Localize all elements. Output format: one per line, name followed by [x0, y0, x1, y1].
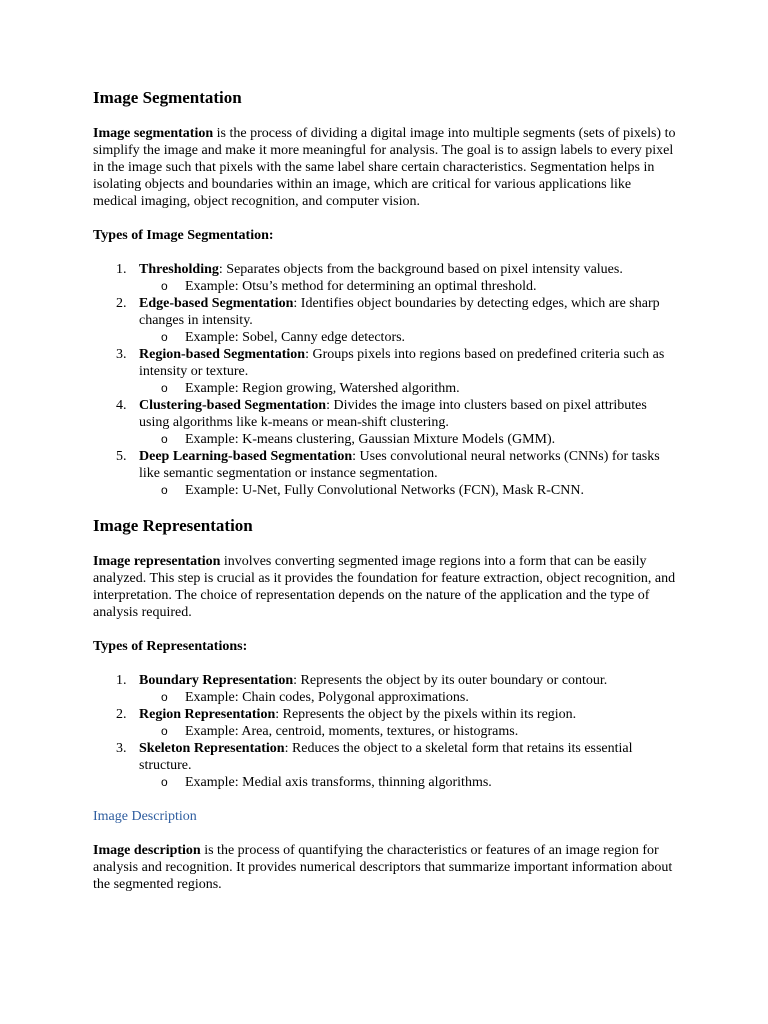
bullet-icon: o [161, 690, 168, 704]
example-list [139, 380, 676, 397]
list-item [116, 448, 676, 499]
bullet-icon: o [161, 483, 168, 497]
list-number: 4. [116, 398, 127, 413]
list-item-desc: : Uses convolutional neural networks (CNNs) for tasks like semantic segmentation or instance segmentation. [139, 449, 660, 481]
example-list [139, 278, 676, 295]
section-heading-description: Image Description [93, 809, 197, 824]
example-list [139, 329, 676, 346]
list-item [116, 397, 676, 448]
example-item [161, 482, 676, 499]
bullet-icon: o [161, 775, 168, 789]
example-text: Example: Medial axis transforms, thinning algorithms. [185, 775, 492, 790]
list-item-desc: : Separates objects from the background based on pixel intensity values. [218, 262, 623, 277]
example-text: Example: Sobel, Canny edge detectors. [185, 330, 406, 345]
list-item-term: Edge-based Segmentation [139, 296, 294, 311]
representation-intro [93, 553, 676, 621]
segmentation-intro-term: Image segmentation [93, 126, 214, 141]
section-heading-segmentation: Image Segmentation [93, 88, 242, 107]
segmentation-types-heading: Types of Image Segmentation: [93, 228, 274, 243]
example-list [139, 723, 676, 740]
list-item-desc: : Identifies object boundaries by detecting edges, which are sharp changes in intensity. [139, 296, 660, 328]
example-text: Example: Otsu’s method for determining an optimal threshold. [185, 279, 537, 294]
example-text: Example: Region growing, Watershed algorithm. [185, 381, 460, 396]
example-item [161, 723, 676, 740]
segmentation-intro [93, 125, 676, 210]
description-intro-term: Image description [93, 843, 201, 858]
example-item [161, 431, 676, 448]
bullet-icon: o [161, 432, 168, 446]
bullet-icon: o [161, 330, 168, 344]
list-item-desc: : Represents the object by its outer boundary or contour. [293, 673, 608, 688]
list-item [116, 295, 676, 346]
example-item [161, 774, 676, 791]
list-number: 1. [116, 262, 127, 277]
list-item [116, 706, 676, 740]
bullet-icon: o [161, 381, 168, 395]
representation-intro-text: involves converting segmented image regions into a form that can be easily analyzed. This step is crucial as it provides the foundation for feature extraction, object recognition, and interpretation. The choice of representation depends on the nature of the application and the type of analysis required. [93, 554, 676, 620]
representation-intro-term: Image representation [93, 554, 221, 569]
bullet-icon: o [161, 279, 168, 293]
representation-types-list [93, 672, 676, 791]
example-item [161, 380, 676, 397]
list-item-term: Boundary Representation [139, 673, 294, 688]
list-number: 2. [116, 296, 127, 311]
list-item [116, 740, 676, 791]
list-number: 3. [116, 347, 127, 362]
example-list [139, 774, 676, 791]
list-item [116, 346, 676, 397]
example-item [161, 689, 676, 706]
representation-types-heading: Types of Representations: [93, 639, 248, 654]
list-item [116, 672, 676, 706]
list-item-term: Deep Learning-based Segmentation [139, 449, 353, 464]
example-text: Example: U-Net, Fully Convolutional Networks (FCN), Mask R-CNN. [185, 483, 584, 498]
example-item [161, 329, 676, 346]
list-item-desc: : Groups pixels into regions based on predefined criteria such as intensity or texture. [139, 347, 665, 379]
description-intro-text: is the process of quantifying the characteristics or features of an image region for analysis and recognition. It provides numerical descriptors that summarize important information about the segmented regions. [93, 843, 673, 892]
list-item-term: Clustering-based Segmentation [139, 398, 327, 413]
list-number: 1. [116, 673, 127, 688]
description-intro [93, 842, 676, 893]
list-item-term: Skeleton Representation [139, 741, 285, 756]
list-number: 5. [116, 449, 127, 464]
list-item-term: Thresholding [139, 262, 219, 277]
list-item-desc: : Divides the image into clusters based on pixel attributes using algorithms like k-means or mean-shift clustering. [139, 398, 647, 430]
section-heading-representation: Image Representation [93, 516, 253, 535]
list-item-term: Region Representation [139, 707, 276, 722]
list-number: 3. [116, 741, 127, 756]
example-item [161, 278, 676, 295]
example-text: Example: Area, centroid, moments, textures, or histograms. [185, 724, 519, 739]
list-item-desc: : Reduces the object to a skeletal form that retains its essential structure. [139, 741, 633, 773]
example-list [139, 431, 676, 448]
segmentation-intro-text: is the process of dividing a digital image into multiple segments (sets of pixels) to simplify the image and make it more meaningful for analysis. The goal is to assign labels to every pixel in the image such that pixels with the same label share certain characteristics. Segmentation helps in isolating objects and boundaries within an image, which are critical for various applications like medical imaging, object recognition, and computer vision. [93, 126, 676, 209]
list-number: 2. [116, 707, 127, 722]
example-text: Example: Chain codes, Polygonal approximations. [185, 690, 469, 705]
example-text: Example: K-means clustering, Gaussian Mixture Models (GMM). [185, 432, 556, 447]
list-item-desc: : Represents the object by the pixels within its region. [275, 707, 577, 722]
list-item [116, 261, 676, 295]
segmentation-types-list [93, 261, 676, 499]
bullet-icon: o [161, 724, 168, 738]
example-list [139, 689, 676, 706]
list-item-term: Region-based Segmentation [139, 347, 306, 362]
example-list [139, 482, 676, 499]
